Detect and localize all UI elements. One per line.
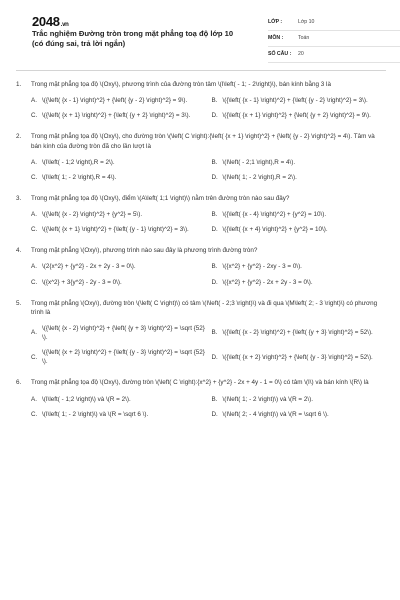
option-a[interactable] <box>31 210 206 219</box>
option-d[interactable] <box>212 173 387 182</box>
page-title: Trắc nghiệm Đường tròn trong mặt phẳng toạ độ lớp 10 (có đúng sai, trả lời ngắn) <box>32 29 234 49</box>
option-c[interactable] <box>31 173 206 182</box>
option-text: \({\left( {x - 2} \right)^2} + {\left( {y + 3} \right)^2} = \sqrt {52} \). <box>42 324 205 341</box>
option-label: D. <box>211 278 218 286</box>
option-text: \(I\left( - 1;2 \right)\) và \(R = 2\). <box>42 395 131 403</box>
option-d[interactable] <box>212 348 387 366</box>
option-grid <box>16 96 386 120</box>
meta-row-subject <box>268 31 400 47</box>
option-text: \(2{x^2} + {y^2} - 2x + 2y - 3 = 0\). <box>42 263 136 271</box>
meta-key: LỚP : <box>268 18 283 25</box>
option-d[interactable] <box>212 410 387 419</box>
option-c[interactable] <box>31 278 206 287</box>
option-grid <box>16 262 386 286</box>
question-stem <box>16 299 386 317</box>
option-label: A. <box>31 97 37 105</box>
option-label: B. <box>211 263 218 271</box>
option-text: \({\left( {x + 2} \right)^2} + {\left( {y - 3} \right)^2} = 52\). <box>222 353 373 361</box>
question-number: 2. <box>16 133 22 141</box>
option-b[interactable] <box>212 210 387 219</box>
option-label: B. <box>211 395 218 403</box>
option-text: \(I\left( - 1;2 \right),R = 2\). <box>42 158 115 166</box>
option-text: \({\left( {x - 2} \right)^2} + {y^2} = 5\). <box>42 211 143 218</box>
option-text: \({\left( {x - 1} \right)^2} + {\left( {y - 2} \right)^2} = 3\). <box>222 97 368 105</box>
option-b[interactable] <box>212 262 387 271</box>
option-b[interactable] <box>212 395 387 404</box>
question-text: Trong mặt phẳng tọa độ \(Oxy\), phương trình của đường tròn tâm \(I\left( - 1; - 2\right)\), bán kính bằng 3 là <box>31 81 331 88</box>
option-text: \(I\left( 2; - 4 \right)\) và \(R = \sqrt 6 \). <box>222 410 329 418</box>
option-d[interactable] <box>212 225 387 234</box>
option-text: \(I\left( 1; - 2 \right),R = 2\). <box>222 173 297 181</box>
option-a[interactable] <box>31 395 206 404</box>
document-header <box>16 0 386 66</box>
logo-text: 2048 <box>32 14 60 29</box>
option-text: \({x^2} + 3{y^2} - 2y - 3 = 0\). <box>42 278 122 286</box>
option-text: \({\left( {x + 2} \right)^2} + {\left( {y - 3} \right)^2} = \sqrt {52} \). <box>42 349 205 366</box>
question-number: 6. <box>16 379 22 387</box>
option-label: C. <box>31 173 38 181</box>
question-stem <box>16 378 386 387</box>
question-number: 1. <box>16 81 22 88</box>
option-b[interactable] <box>212 324 387 342</box>
option-label: C. <box>31 353 38 361</box>
question-list <box>16 80 386 431</box>
question-text: Trong mặt phẳng tọa độ \(Oxy\), cho đường tròn \(\left( C \right):{\left( {x + 1} \right)^2} + {\left( {y - 2} \right)^2} = 4\). Tâm và bán kính của đường tròn đã cho lần lượt là <box>31 133 375 150</box>
option-label: A. <box>31 395 37 403</box>
question-5 <box>16 299 386 367</box>
option-label: D. <box>211 226 218 234</box>
option-a[interactable] <box>31 158 206 167</box>
option-b[interactable] <box>212 158 387 167</box>
option-label: D. <box>211 173 218 181</box>
option-a[interactable] <box>31 262 206 271</box>
option-b[interactable] <box>212 96 387 105</box>
meta-key: SỐ CÂU : <box>268 50 292 57</box>
meta-row-count <box>268 47 400 63</box>
option-label: C. <box>31 410 38 418</box>
question-number: 5. <box>16 299 22 307</box>
question-text: Trong mặt phẳng tọa độ \(Oxy\), điểm \(A\left( 1;1 \right)\) nằm trên đường tròn nào sau đây? <box>31 194 290 202</box>
option-grid <box>16 395 386 419</box>
option-text: \(I\left( 1; - 2 \right)\) và \(R = \sqrt 6 \). <box>42 410 149 418</box>
option-c[interactable] <box>31 111 206 120</box>
option-label: A. <box>31 211 37 218</box>
question-number: 4. <box>16 247 22 255</box>
option-label: D. <box>211 410 218 418</box>
question-text: Trong mặt phẳng \(Oxy\), đường tròn \(\left( C \right)\) có tâm \(I\left( - 2;3 \right)\) và đi qua \(M\left( 2; - 3 \right)\) có phương trình là <box>31 299 378 316</box>
option-text: \({\left( {x - 2} \right)^2} + {\left( {y + 3} \right)^2} = 52\). <box>222 329 373 337</box>
option-text: \(I\left( 1; - 2 \right)\) và \(R = 2\). <box>222 395 313 403</box>
option-text: \({\left( {x + 1} \right)^2} + {\left( {y - 1} \right)^2} = 3\). <box>42 226 189 234</box>
question-1 <box>16 80 386 120</box>
option-label: B. <box>211 211 218 218</box>
question-stem <box>16 80 386 89</box>
option-text: \({x^2} + {y^2} - 2xy - 3 = 0\). <box>222 263 302 271</box>
option-label: A. <box>31 263 37 271</box>
option-c[interactable] <box>31 225 206 234</box>
option-d[interactable] <box>212 111 387 120</box>
option-label: B. <box>211 329 218 337</box>
meta-value: Toán <box>298 34 310 41</box>
option-label: A. <box>31 329 37 337</box>
option-label: A. <box>31 158 37 166</box>
option-text: \({\left( {x - 4} \right)^2} + {y^2} = 10\). <box>222 211 327 218</box>
option-label: C. <box>31 112 38 120</box>
meta-info <box>268 15 400 63</box>
header-divider <box>16 70 386 71</box>
option-text: \({\left( {x + 1} \right)^2} + {\left( {y + 2} \right)^2} = 9\). <box>222 112 371 120</box>
meta-value: 20 <box>298 50 304 57</box>
question-6 <box>16 378 386 418</box>
option-label: B. <box>211 97 218 105</box>
option-d[interactable] <box>212 278 387 287</box>
question-stem <box>16 132 386 150</box>
question-number: 3. <box>16 194 22 202</box>
option-label: C. <box>31 278 38 286</box>
option-label: C. <box>31 226 38 234</box>
option-text: \(I\left( 1; - 2 \right),R = 4\). <box>42 173 117 181</box>
option-label: D. <box>211 353 218 361</box>
question-text: Trong mặt phẳng tọa độ \(Oxy\), đường tròn \(\left( C \right):{x^2} + {y^2} - 2x + 4y - 1 = 0\) có tâm \(I\) và bán kính \(R\) là <box>31 379 369 387</box>
option-text: \({\left( {x - 1} \right)^2} + {\left( {y - 2} \right)^2} = 9\). <box>42 97 188 105</box>
option-grid <box>16 158 386 182</box>
question-stem <box>16 194 386 203</box>
option-c[interactable] <box>31 348 206 366</box>
option-grid <box>16 324 386 367</box>
option-text: \(I\left( - 2;1 \right),R = 4\). <box>222 158 296 166</box>
option-text: \({x^2} + {y^2} - 2x + 2y - 3 = 0\). <box>222 278 313 286</box>
option-c[interactable] <box>31 410 206 419</box>
option-a[interactable] <box>31 324 206 342</box>
option-text: \({\left( {x + 4} \right)^2} + {y^2} = 10\). <box>222 226 328 234</box>
option-text: \({\left( {x + 1} \right)^2} + {\left( {y + 2} \right)^2} = 3\). <box>42 112 191 120</box>
question-3 <box>16 194 386 234</box>
question-stem <box>16 246 386 255</box>
question-4 <box>16 246 386 286</box>
meta-row-class <box>268 15 400 31</box>
question-text: Trong mặt phẳng \(Oxy\), phương trình nào sau đây là phương trình đường tròn? <box>31 247 258 255</box>
logo-suffix: .vn <box>60 22 69 28</box>
option-grid <box>16 210 386 234</box>
meta-key: MÔN : <box>268 34 284 41</box>
option-label: D. <box>211 112 218 120</box>
option-a[interactable] <box>31 96 206 105</box>
question-2 <box>16 132 386 182</box>
option-label: B. <box>211 158 218 166</box>
meta-value: Lớp 10 <box>298 18 315 25</box>
